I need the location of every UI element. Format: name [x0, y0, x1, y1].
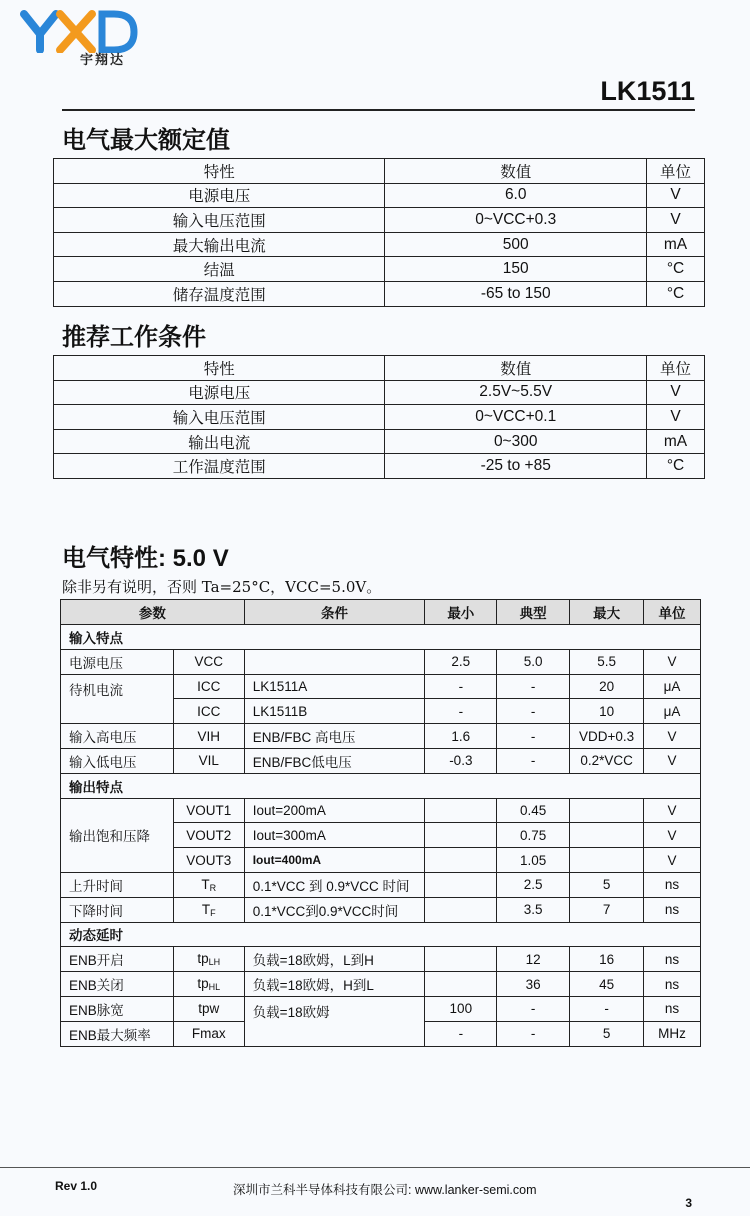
value-cell: -65 to 150: [385, 281, 647, 306]
param-cell: 电源电压: [61, 649, 174, 674]
value-cell: 150: [385, 257, 647, 282]
company-info: 深圳市兰科半导体科技有限公司: www.lanker-semi.com: [233, 1183, 537, 1197]
unit-cell: V: [644, 724, 701, 749]
unit-cell: mA: [647, 232, 705, 257]
min-cell: 2.5: [425, 649, 497, 674]
value-cell: -25 to +85: [385, 454, 647, 479]
condition-cell: Iout=200mA: [244, 798, 425, 823]
symbol-subscript: R: [209, 882, 217, 893]
typ-cell: -: [497, 1021, 570, 1046]
unit-cell: V: [644, 823, 701, 848]
max-cell: 20: [570, 674, 644, 699]
max-cell: 5.5: [570, 649, 644, 674]
param-cell: 输出饱和压降: [61, 798, 174, 872]
table-row: [61, 674, 701, 699]
section-row: [61, 922, 701, 947]
param-cell: 电源电压: [54, 183, 385, 208]
param-cell: ENB最大频率: [61, 1021, 174, 1046]
min-cell: [425, 872, 497, 897]
table-row: [54, 405, 705, 430]
param-cell: 上升时间: [61, 872, 174, 897]
max-cell: -: [570, 996, 644, 1021]
param-cell: 待机电流: [61, 674, 174, 724]
min-cell: [425, 798, 497, 823]
recommended-table: [53, 355, 705, 479]
test-condition-note: 除非另有说明，否则 Ta=25°C，VCC=5.0V。: [62, 578, 382, 596]
table-header-row: [54, 356, 705, 381]
max-cell: VDD+0.3: [570, 724, 644, 749]
column-header: 最小: [425, 600, 497, 625]
unit-cell: ns: [644, 947, 701, 972]
electrical-table: [60, 599, 701, 1047]
condition-cell: 负载=18欧姆，L到H: [244, 947, 425, 972]
condition-cell: [244, 649, 425, 674]
min-cell: [425, 897, 497, 922]
section-label: 动态延时: [61, 922, 701, 947]
footer-rule: [0, 1167, 750, 1168]
condition-cell: 负载=18欧姆: [244, 996, 425, 1046]
unit-cell: mA: [647, 429, 705, 454]
unit-cell: ns: [644, 972, 701, 997]
typ-cell: -: [497, 996, 570, 1021]
max-cell: [570, 798, 644, 823]
param-cell: 输入电压范围: [54, 208, 385, 233]
column-header: 参数: [61, 600, 245, 625]
column-header: 最大: [570, 600, 644, 625]
unit-cell: V: [644, 798, 701, 823]
symbol-cell: VCC: [173, 649, 244, 674]
max-cell: 0.2*VCC: [570, 748, 644, 773]
column-header: 特性: [54, 159, 385, 184]
param-cell: 输入低电压: [61, 748, 174, 773]
param-cell: 储存温度范围: [54, 281, 385, 306]
max-cell: 7: [570, 897, 644, 922]
condition-cell: 负载=18欧姆，H到L: [244, 972, 425, 997]
table-row: [54, 183, 705, 208]
symbol-cell: ICC: [173, 699, 244, 724]
typ-cell: 12: [497, 947, 570, 972]
table-row: [61, 724, 701, 749]
logo-mark: [20, 8, 140, 53]
typ-cell: 36: [497, 972, 570, 997]
table-header-row: [54, 159, 705, 184]
symbol-cell: VOUT3: [173, 848, 244, 873]
min-cell: [425, 823, 497, 848]
typ-cell: -: [497, 724, 570, 749]
table-row: [61, 996, 701, 1021]
symbol-cell: [173, 897, 244, 922]
min-cell: [425, 848, 497, 873]
revision-label: Rev 1.0: [55, 1179, 98, 1193]
param-cell: 最大输出电流: [54, 232, 385, 257]
condition-cell: LK1511B: [244, 699, 425, 724]
table-row: [54, 232, 705, 257]
min-cell: [425, 972, 497, 997]
max-cell: 5: [570, 872, 644, 897]
abs-max-title: 电气最大额定值: [62, 127, 230, 154]
column-header: 特性: [54, 356, 385, 381]
unit-cell: V: [647, 208, 705, 233]
condition-cell: ENB/FBC低电压: [244, 748, 425, 773]
electrical-title: 电气特性: 5.0 V: [62, 545, 229, 572]
param-cell: ENB关闭: [61, 972, 174, 997]
table-row: [61, 798, 701, 823]
section-label: 输出特点: [61, 773, 701, 798]
unit-cell: V: [644, 748, 701, 773]
table-row: [54, 257, 705, 282]
column-header: 数值: [385, 159, 647, 184]
symbol-main: T: [201, 901, 211, 917]
condition-cell: LK1511A: [244, 674, 425, 699]
symbol-subscript: F: [210, 907, 216, 918]
abs-max-table: [53, 158, 705, 307]
header-rule: [62, 109, 695, 111]
column-header: 数值: [385, 356, 647, 381]
symbol-cell: VIH: [173, 724, 244, 749]
table-row: [54, 281, 705, 306]
typ-cell: 0.75: [497, 823, 570, 848]
param-cell: 输入高电压: [61, 724, 174, 749]
param-cell: 电源电压: [54, 380, 385, 405]
unit-cell: ns: [644, 897, 701, 922]
logo-subtitle: 宇翔达: [80, 52, 126, 67]
value-cell: 0~VCC+0.3: [385, 208, 647, 233]
min-cell: -: [425, 674, 497, 699]
param-cell: 工作温度范围: [54, 454, 385, 479]
table-row: [54, 454, 705, 479]
unit-cell: V: [647, 380, 705, 405]
unit-cell: μA: [644, 674, 701, 699]
symbol-main: tp: [197, 951, 209, 967]
max-cell: 16: [570, 947, 644, 972]
symbol-cell: VOUT2: [173, 823, 244, 848]
unit-cell: V: [644, 848, 701, 873]
symbol-cell: [173, 872, 244, 897]
typ-cell: 3.5: [497, 897, 570, 922]
column-header: 条件: [244, 600, 425, 625]
symbol-subscript: HL: [208, 982, 221, 993]
symbol-cell: [173, 947, 244, 972]
table-row: [61, 947, 701, 972]
condition-cell: 0.1*VCC到0.9*VCC时间: [244, 897, 425, 922]
symbol-cell: VIL: [173, 748, 244, 773]
section-row: [61, 773, 701, 798]
max-cell: 5: [570, 1021, 644, 1046]
condition-cell: 0.1*VCC 到 0.9*VCC 时间: [244, 872, 425, 897]
max-cell: 10: [570, 699, 644, 724]
symbol-cell: [173, 972, 244, 997]
min-cell: -: [425, 1021, 497, 1046]
value-cell: 6.0: [385, 183, 647, 208]
min-cell: -: [425, 699, 497, 724]
table-row: [61, 649, 701, 674]
symbol-subscript: LH: [208, 957, 221, 968]
unit-cell: V: [647, 405, 705, 430]
min-cell: 100: [425, 996, 497, 1021]
unit-cell: °C: [647, 281, 705, 306]
condition-cell: Iout=400mA: [244, 848, 425, 873]
unit-cell: μA: [644, 699, 701, 724]
unit-cell: °C: [647, 454, 705, 479]
unit-cell: V: [644, 649, 701, 674]
symbol-main: tp: [197, 976, 209, 992]
symbol-cell: VOUT1: [173, 798, 244, 823]
unit-cell: ns: [644, 872, 701, 897]
table-row: [54, 380, 705, 405]
table-row: [61, 748, 701, 773]
unit-cell: °C: [647, 257, 705, 282]
typ-cell: 0.45: [497, 798, 570, 823]
min-cell: -0.3: [425, 748, 497, 773]
unit-cell: V: [647, 183, 705, 208]
section-label: 输入特点: [61, 625, 701, 650]
value-cell: 500: [385, 232, 647, 257]
part-number: LK1511: [600, 76, 695, 106]
typ-cell: -: [497, 699, 570, 724]
section-row: [61, 625, 701, 650]
unit-cell: ns: [644, 996, 701, 1021]
param-cell: 下降时间: [61, 897, 174, 922]
recommended-title: 推荐工作条件: [62, 324, 206, 351]
page-number: 3: [685, 1196, 692, 1210]
symbol-cell: ICC: [173, 674, 244, 699]
value-cell: 2.5V~5.5V: [385, 380, 647, 405]
symbol-cell: tpw: [173, 996, 244, 1021]
param-cell: 结温: [54, 257, 385, 282]
typ-cell: -: [497, 748, 570, 773]
typ-cell: 2.5: [497, 872, 570, 897]
param-cell: 输出电流: [54, 429, 385, 454]
column-header: 典型: [497, 600, 570, 625]
min-cell: 1.6: [425, 724, 497, 749]
table-row: [61, 897, 701, 922]
typ-cell: 5.0: [497, 649, 570, 674]
column-header: 单位: [647, 159, 705, 184]
table-header-row: [61, 600, 701, 625]
max-cell: [570, 848, 644, 873]
min-cell: [425, 947, 497, 972]
column-header: 单位: [647, 356, 705, 381]
param-cell: 输入电压范围: [54, 405, 385, 430]
value-cell: 0~VCC+0.1: [385, 405, 647, 430]
typ-cell: -: [497, 674, 570, 699]
max-cell: 45: [570, 972, 644, 997]
table-row: [61, 972, 701, 997]
typ-cell: 1.05: [497, 848, 570, 873]
symbol-cell: Fmax: [173, 1021, 244, 1046]
condition-cell: ENB/FBC 高电压: [244, 724, 425, 749]
table-row: [54, 429, 705, 454]
param-cell: ENB脉宽: [61, 996, 174, 1021]
value-cell: 0~300: [385, 429, 647, 454]
table-row: [54, 208, 705, 233]
condition-cell: Iout=300mA: [244, 823, 425, 848]
param-cell: ENB开启: [61, 947, 174, 972]
unit-cell: MHz: [644, 1021, 701, 1046]
table-row: [61, 872, 701, 897]
max-cell: [570, 823, 644, 848]
column-header: 单位: [644, 600, 701, 625]
symbol-main: T: [201, 876, 210, 892]
